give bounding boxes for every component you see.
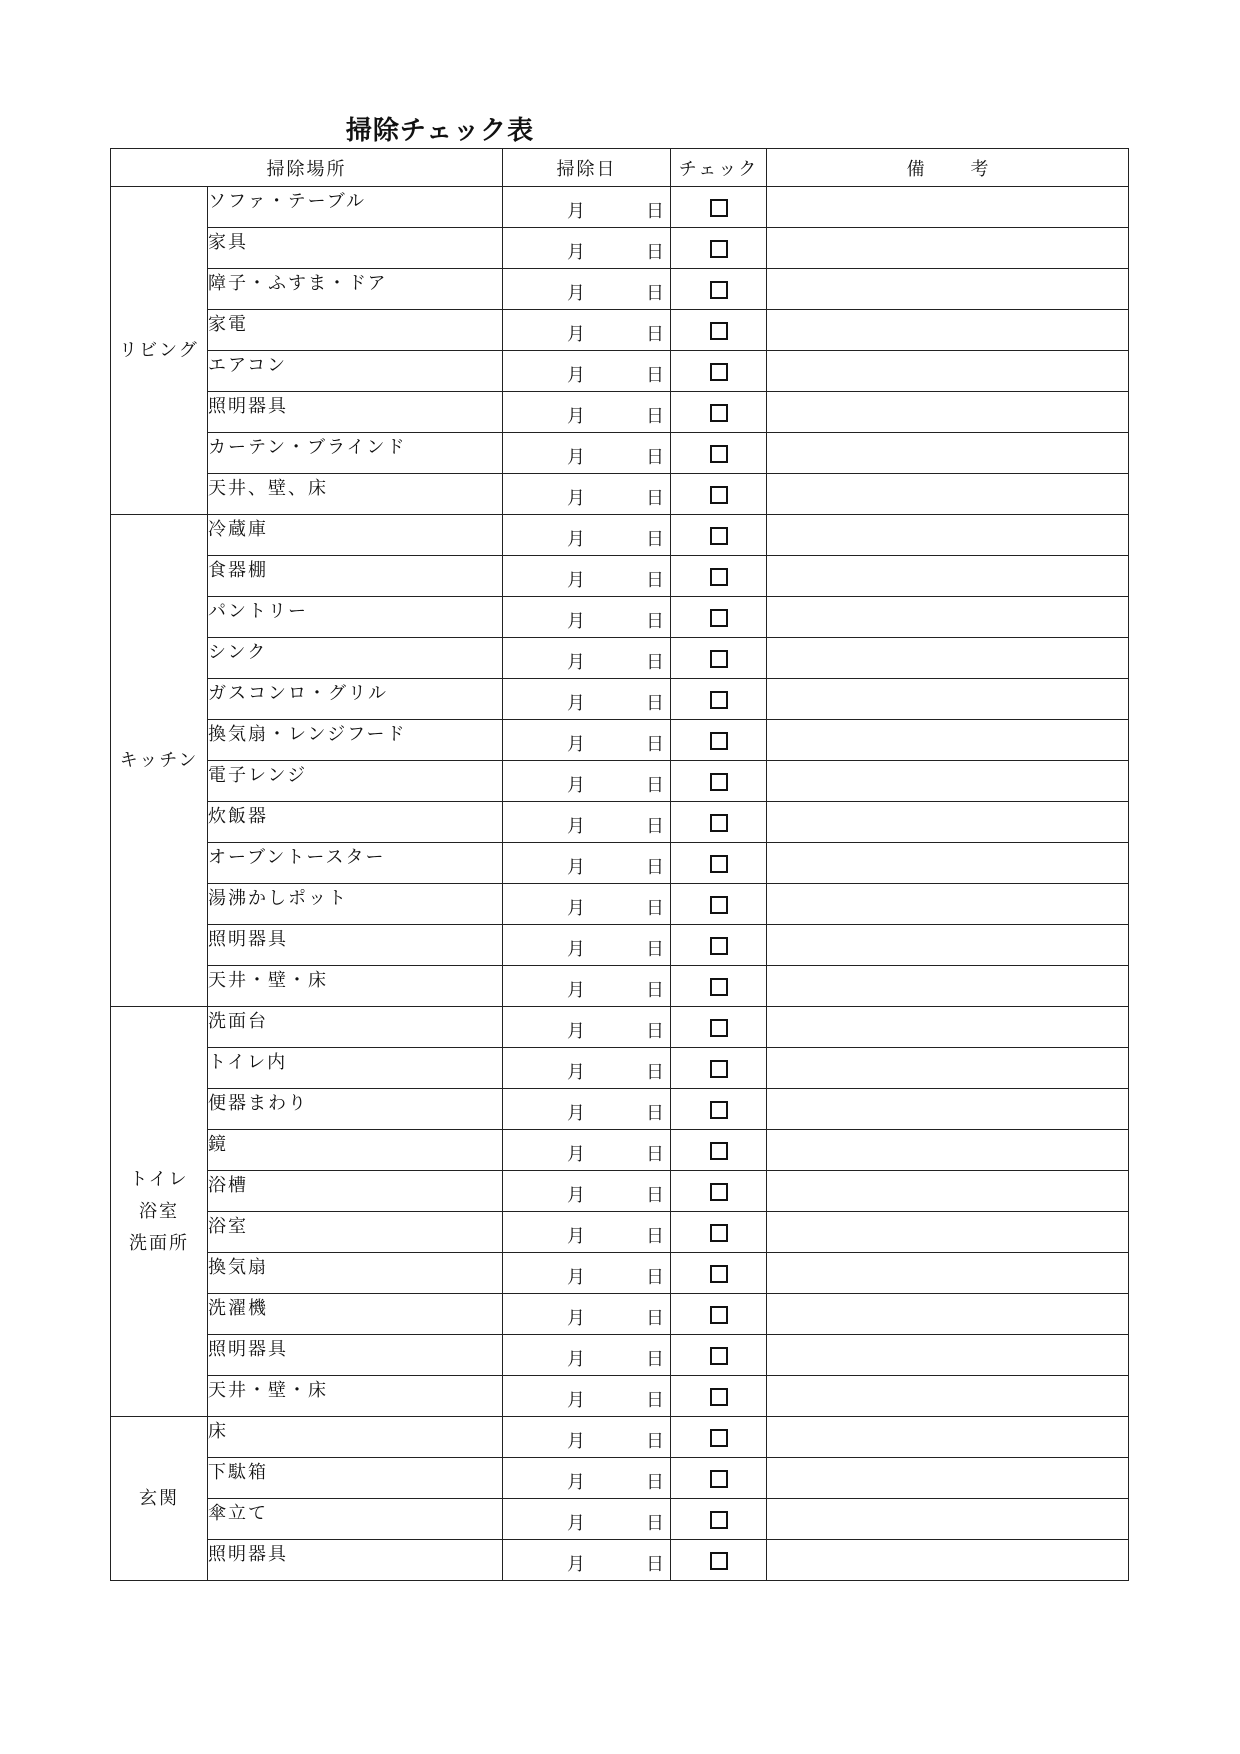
date-field[interactable] bbox=[503, 802, 671, 843]
date-field[interactable] bbox=[503, 1294, 671, 1335]
day-label: 日 bbox=[646, 611, 664, 632]
check-cell bbox=[671, 1048, 767, 1089]
table-row bbox=[111, 474, 1129, 515]
table-row bbox=[111, 1130, 1129, 1171]
cleaning-place: 障子・ふすま・ドア bbox=[208, 269, 503, 310]
remarks-field[interactable] bbox=[767, 310, 1129, 351]
checkbox[interactable] bbox=[710, 486, 728, 504]
table-row bbox=[111, 1458, 1129, 1499]
table-row bbox=[111, 802, 1129, 843]
table-row bbox=[111, 556, 1129, 597]
table-row bbox=[111, 1212, 1129, 1253]
date-field[interactable] bbox=[503, 1376, 671, 1417]
check-cell bbox=[671, 884, 767, 925]
date-field[interactable] bbox=[503, 843, 671, 884]
table-row bbox=[111, 1048, 1129, 1089]
remarks-field[interactable] bbox=[767, 1171, 1129, 1212]
day-label: 日 bbox=[646, 1021, 664, 1042]
date-field[interactable] bbox=[503, 720, 671, 761]
month-label: 月 bbox=[567, 1267, 585, 1288]
check-cell bbox=[671, 228, 767, 269]
cleaning-place: 炊飯器 bbox=[208, 802, 503, 843]
month-label: 月 bbox=[567, 283, 585, 304]
date-field[interactable] bbox=[503, 556, 671, 597]
checkbox[interactable] bbox=[710, 896, 728, 914]
table-row bbox=[111, 515, 1129, 556]
month-label: 月 bbox=[567, 611, 585, 632]
check-cell bbox=[671, 187, 767, 228]
month-label: 月 bbox=[567, 1021, 585, 1042]
checkbox[interactable] bbox=[710, 322, 728, 340]
checkbox[interactable] bbox=[710, 609, 728, 627]
month-label: 月 bbox=[567, 201, 585, 222]
checkbox[interactable] bbox=[710, 1265, 728, 1283]
remarks-field[interactable] bbox=[767, 1335, 1129, 1376]
remarks-field[interactable] bbox=[767, 1007, 1129, 1048]
remarks-field[interactable] bbox=[767, 925, 1129, 966]
table-row bbox=[111, 351, 1129, 392]
date-field[interactable] bbox=[503, 966, 671, 1007]
date-field[interactable] bbox=[503, 1130, 671, 1171]
day-label: 日 bbox=[646, 447, 664, 468]
day-label: 日 bbox=[646, 980, 664, 1001]
date-field[interactable] bbox=[503, 597, 671, 638]
table-row bbox=[111, 720, 1129, 761]
header-date: 掃除日 bbox=[503, 149, 671, 187]
cleaning-place: 天井、壁、床 bbox=[208, 474, 503, 515]
month-label: 月 bbox=[567, 1513, 585, 1534]
checkbox[interactable] bbox=[710, 1019, 728, 1037]
table-row bbox=[111, 1253, 1129, 1294]
remarks-field[interactable] bbox=[767, 1253, 1129, 1294]
section-label-line: リビング bbox=[119, 339, 199, 361]
date-field[interactable] bbox=[503, 1253, 671, 1294]
day-label: 日 bbox=[646, 1103, 664, 1124]
table-body bbox=[111, 187, 1129, 1581]
month-label: 月 bbox=[567, 324, 585, 345]
table-header-row bbox=[111, 149, 1129, 187]
checkbox[interactable] bbox=[710, 1183, 728, 1201]
check-cell bbox=[671, 966, 767, 1007]
month-label: 月 bbox=[567, 734, 585, 755]
check-cell bbox=[671, 597, 767, 638]
cleaning-place: 照明器具 bbox=[208, 1540, 503, 1581]
day-label: 日 bbox=[646, 1472, 664, 1493]
day-label: 日 bbox=[646, 488, 664, 509]
remarks-field[interactable] bbox=[767, 1294, 1129, 1335]
day-label: 日 bbox=[646, 1390, 664, 1411]
table-row bbox=[111, 187, 1129, 228]
remarks-field[interactable] bbox=[767, 597, 1129, 638]
day-label: 日 bbox=[646, 1267, 664, 1288]
cleaning-place: 天井・壁・床 bbox=[208, 966, 503, 1007]
remarks-field[interactable] bbox=[767, 1499, 1129, 1540]
checkbox[interactable] bbox=[710, 650, 728, 668]
check-cell bbox=[671, 1007, 767, 1048]
date-field[interactable] bbox=[503, 1458, 671, 1499]
check-cell bbox=[671, 1417, 767, 1458]
checkbox[interactable] bbox=[710, 363, 728, 381]
day-label: 日 bbox=[646, 529, 664, 550]
check-cell bbox=[671, 474, 767, 515]
header-place: 掃除場所 bbox=[111, 149, 503, 187]
day-label: 日 bbox=[646, 898, 664, 919]
cleaning-place: 食器棚 bbox=[208, 556, 503, 597]
cleaning-place: 洗濯機 bbox=[208, 1294, 503, 1335]
checkbox[interactable] bbox=[710, 281, 728, 299]
remarks-field[interactable] bbox=[767, 228, 1129, 269]
checkbox[interactable] bbox=[710, 445, 728, 463]
checkbox[interactable] bbox=[710, 855, 728, 873]
cleaning-place: オーブントースター bbox=[208, 843, 503, 884]
table-row bbox=[111, 966, 1129, 1007]
remarks-field[interactable] bbox=[767, 351, 1129, 392]
remarks-field[interactable] bbox=[767, 1540, 1129, 1581]
date-field[interactable] bbox=[503, 1089, 671, 1130]
check-cell bbox=[671, 638, 767, 679]
checkbox[interactable] bbox=[710, 568, 728, 586]
month-label: 月 bbox=[567, 775, 585, 796]
day-label: 日 bbox=[646, 324, 664, 345]
cleaning-place: 浴槽 bbox=[208, 1171, 503, 1212]
cleaning-check-table bbox=[110, 148, 1129, 1581]
cleaning-place: 便器まわり bbox=[208, 1089, 503, 1130]
cleaning-place: 鏡 bbox=[208, 1130, 503, 1171]
remarks-field[interactable] bbox=[767, 966, 1129, 1007]
check-cell bbox=[671, 802, 767, 843]
cleaning-place: カーテン・ブラインド bbox=[208, 433, 503, 474]
table-row bbox=[111, 1089, 1129, 1130]
day-label: 日 bbox=[646, 406, 664, 427]
cleaning-place: 換気扇 bbox=[208, 1253, 503, 1294]
check-cell bbox=[671, 1458, 767, 1499]
month-label: 月 bbox=[567, 857, 585, 878]
check-cell bbox=[671, 515, 767, 556]
date-field[interactable] bbox=[503, 1048, 671, 1089]
table-row bbox=[111, 1171, 1129, 1212]
cleaning-place: 湯沸かしポット bbox=[208, 884, 503, 925]
date-field[interactable] bbox=[503, 1540, 671, 1581]
checkbox[interactable] bbox=[710, 1060, 728, 1078]
cleaning-place: 照明器具 bbox=[208, 1335, 503, 1376]
month-label: 月 bbox=[567, 1226, 585, 1247]
checkbox[interactable] bbox=[710, 1470, 728, 1488]
checkbox[interactable] bbox=[710, 978, 728, 996]
cleaning-place: 下駄箱 bbox=[208, 1458, 503, 1499]
remarks-field[interactable] bbox=[767, 269, 1129, 310]
day-label: 日 bbox=[646, 652, 664, 673]
month-label: 月 bbox=[567, 1554, 585, 1575]
check-cell bbox=[671, 1499, 767, 1540]
table-row bbox=[111, 433, 1129, 474]
day-label: 日 bbox=[646, 693, 664, 714]
remarks-field[interactable] bbox=[767, 392, 1129, 433]
date-field[interactable] bbox=[503, 1335, 671, 1376]
month-label: 月 bbox=[567, 816, 585, 837]
remarks-field[interactable] bbox=[767, 638, 1129, 679]
checkbox[interactable] bbox=[710, 240, 728, 258]
section-label-line: 浴室 bbox=[139, 1200, 179, 1222]
check-cell bbox=[671, 1171, 767, 1212]
day-label: 日 bbox=[646, 1431, 664, 1452]
cleaning-place: エアコン bbox=[208, 351, 503, 392]
date-field[interactable] bbox=[503, 679, 671, 720]
month-label: 月 bbox=[567, 1390, 585, 1411]
day-label: 日 bbox=[646, 857, 664, 878]
checkbox[interactable] bbox=[710, 1388, 728, 1406]
day-label: 日 bbox=[646, 365, 664, 386]
section-label-line: キッチン bbox=[119, 749, 199, 771]
cleaning-place: 浴室 bbox=[208, 1212, 503, 1253]
remarks-field[interactable] bbox=[767, 187, 1129, 228]
day-label: 日 bbox=[646, 1226, 664, 1247]
remarks-field[interactable] bbox=[767, 1212, 1129, 1253]
check-cell bbox=[671, 351, 767, 392]
date-field[interactable] bbox=[503, 228, 671, 269]
remarks-field[interactable] bbox=[767, 884, 1129, 925]
table-row bbox=[111, 1540, 1129, 1581]
day-label: 日 bbox=[646, 734, 664, 755]
checkbox[interactable] bbox=[710, 732, 728, 750]
checkbox[interactable] bbox=[710, 1511, 728, 1529]
table-row bbox=[111, 1007, 1129, 1048]
checkbox[interactable] bbox=[710, 1552, 728, 1570]
day-label: 日 bbox=[646, 1554, 664, 1575]
date-field[interactable] bbox=[503, 310, 671, 351]
page-title: 掃除チェック表 bbox=[345, 116, 535, 146]
cleaning-place: ソファ・テーブル bbox=[208, 187, 503, 228]
date-field[interactable] bbox=[503, 269, 671, 310]
day-label: 日 bbox=[646, 201, 664, 222]
table-row bbox=[111, 1376, 1129, 1417]
remarks-field[interactable] bbox=[767, 679, 1129, 720]
date-field[interactable] bbox=[503, 515, 671, 556]
day-label: 日 bbox=[646, 1185, 664, 1206]
month-label: 月 bbox=[567, 898, 585, 919]
remarks-field[interactable] bbox=[767, 1458, 1129, 1499]
date-field[interactable] bbox=[503, 1212, 671, 1253]
check-cell bbox=[671, 310, 767, 351]
date-field[interactable] bbox=[503, 351, 671, 392]
section-label bbox=[111, 1007, 208, 1417]
table-row bbox=[111, 638, 1129, 679]
check-cell bbox=[671, 679, 767, 720]
table-row bbox=[111, 679, 1129, 720]
check-cell bbox=[671, 1376, 767, 1417]
month-label: 月 bbox=[567, 1349, 585, 1370]
day-label: 日 bbox=[646, 1513, 664, 1534]
day-label: 日 bbox=[646, 1349, 664, 1370]
month-label: 月 bbox=[567, 570, 585, 591]
checkbox[interactable] bbox=[710, 1429, 728, 1447]
cleaning-place: パントリー bbox=[208, 597, 503, 638]
remarks-field[interactable] bbox=[767, 1089, 1129, 1130]
check-cell bbox=[671, 1335, 767, 1376]
remarks-field[interactable] bbox=[767, 474, 1129, 515]
check-cell bbox=[671, 1253, 767, 1294]
day-label: 日 bbox=[646, 1308, 664, 1329]
section-label-line: 洗面所 bbox=[129, 1232, 189, 1254]
section-label-line: トイレ bbox=[129, 1168, 189, 1190]
month-label: 月 bbox=[567, 652, 585, 673]
date-field[interactable] bbox=[503, 1171, 671, 1212]
remarks-field[interactable] bbox=[767, 1376, 1129, 1417]
checkbox[interactable] bbox=[710, 773, 728, 791]
check-cell bbox=[671, 1294, 767, 1335]
check-cell bbox=[671, 1212, 767, 1253]
day-label: 日 bbox=[646, 570, 664, 591]
month-label: 月 bbox=[567, 447, 585, 468]
date-field[interactable] bbox=[503, 187, 671, 228]
header-check: チェック bbox=[671, 149, 767, 187]
month-label: 月 bbox=[567, 693, 585, 714]
section-label bbox=[111, 515, 208, 1007]
month-label: 月 bbox=[567, 1185, 585, 1206]
checkbox[interactable] bbox=[710, 404, 728, 422]
month-label: 月 bbox=[567, 529, 585, 550]
date-field[interactable] bbox=[503, 761, 671, 802]
table-row bbox=[111, 392, 1129, 433]
cleaning-place: シンク bbox=[208, 638, 503, 679]
checkbox[interactable] bbox=[710, 937, 728, 955]
check-cell bbox=[671, 1089, 767, 1130]
section-label bbox=[111, 187, 208, 515]
checkbox[interactable] bbox=[710, 1142, 728, 1160]
check-cell bbox=[671, 392, 767, 433]
remarks-field[interactable] bbox=[767, 433, 1129, 474]
date-field[interactable] bbox=[503, 392, 671, 433]
cleaning-place: 換気扇・レンジフード bbox=[208, 720, 503, 761]
month-label: 月 bbox=[567, 1472, 585, 1493]
month-label: 月 bbox=[567, 365, 585, 386]
check-cell bbox=[671, 1540, 767, 1581]
table-row bbox=[111, 310, 1129, 351]
day-label: 日 bbox=[646, 939, 664, 960]
table-row bbox=[111, 1294, 1129, 1335]
check-cell bbox=[671, 556, 767, 597]
cleaning-place: 照明器具 bbox=[208, 925, 503, 966]
remarks-field[interactable] bbox=[767, 515, 1129, 556]
check-cell bbox=[671, 1130, 767, 1171]
cleaning-place: 家電 bbox=[208, 310, 503, 351]
date-field[interactable] bbox=[503, 884, 671, 925]
check-cell bbox=[671, 720, 767, 761]
day-label: 日 bbox=[646, 283, 664, 304]
section-label-line: 玄関 bbox=[139, 1487, 179, 1509]
day-label: 日 bbox=[646, 775, 664, 796]
checkbox[interactable] bbox=[710, 1347, 728, 1365]
section-label bbox=[111, 1417, 208, 1581]
checkbox[interactable] bbox=[710, 527, 728, 545]
checkbox[interactable] bbox=[710, 814, 728, 832]
date-field[interactable] bbox=[503, 638, 671, 679]
remarks-field[interactable] bbox=[767, 720, 1129, 761]
table-row bbox=[111, 1417, 1129, 1458]
remarks-field[interactable] bbox=[767, 761, 1129, 802]
day-label: 日 bbox=[646, 1062, 664, 1083]
month-label: 月 bbox=[567, 1062, 585, 1083]
table-row bbox=[111, 228, 1129, 269]
remarks-field[interactable] bbox=[767, 1048, 1129, 1089]
cleaning-place: ガスコンロ・グリル bbox=[208, 679, 503, 720]
check-cell bbox=[671, 761, 767, 802]
checkbox[interactable] bbox=[710, 1224, 728, 1242]
table-row bbox=[111, 843, 1129, 884]
table-row bbox=[111, 1499, 1129, 1540]
cleaning-place: 天井・壁・床 bbox=[208, 1376, 503, 1417]
date-field[interactable] bbox=[503, 1499, 671, 1540]
month-label: 月 bbox=[567, 980, 585, 1001]
table-row bbox=[111, 597, 1129, 638]
day-label: 日 bbox=[646, 242, 664, 263]
month-label: 月 bbox=[567, 939, 585, 960]
cleaning-place: トイレ内 bbox=[208, 1048, 503, 1089]
cleaning-place: 家具 bbox=[208, 228, 503, 269]
month-label: 月 bbox=[567, 1103, 585, 1124]
month-label: 月 bbox=[567, 1144, 585, 1165]
month-label: 月 bbox=[567, 242, 585, 263]
table-row bbox=[111, 1335, 1129, 1376]
check-cell bbox=[671, 433, 767, 474]
cleaning-place: 床 bbox=[208, 1417, 503, 1458]
cleaning-place: 洗面台 bbox=[208, 1007, 503, 1048]
date-field[interactable] bbox=[503, 433, 671, 474]
month-label: 月 bbox=[567, 406, 585, 427]
table-row bbox=[111, 884, 1129, 925]
date-field[interactable] bbox=[503, 1007, 671, 1048]
checkbox[interactable] bbox=[710, 691, 728, 709]
day-label: 日 bbox=[646, 816, 664, 837]
remarks-field[interactable] bbox=[767, 1417, 1129, 1458]
day-label: 日 bbox=[646, 1144, 664, 1165]
check-cell bbox=[671, 843, 767, 884]
table-row bbox=[111, 269, 1129, 310]
table-row bbox=[111, 925, 1129, 966]
check-cell bbox=[671, 925, 767, 966]
cleaning-place: 傘立て bbox=[208, 1499, 503, 1540]
table-row bbox=[111, 761, 1129, 802]
header-remarks: 備 考 bbox=[767, 149, 1129, 187]
month-label: 月 bbox=[567, 488, 585, 509]
check-cell bbox=[671, 269, 767, 310]
cleaning-place: 照明器具 bbox=[208, 392, 503, 433]
cleaning-place: 電子レンジ bbox=[208, 761, 503, 802]
month-label: 月 bbox=[567, 1308, 585, 1329]
date-field[interactable] bbox=[503, 474, 671, 515]
remarks-field[interactable] bbox=[767, 556, 1129, 597]
date-field[interactable] bbox=[503, 925, 671, 966]
checkbox[interactable] bbox=[710, 1101, 728, 1119]
date-field[interactable] bbox=[503, 1417, 671, 1458]
checkbox[interactable] bbox=[710, 199, 728, 217]
cleaning-place: 冷蔵庫 bbox=[208, 515, 503, 556]
month-label: 月 bbox=[567, 1431, 585, 1452]
remarks-field[interactable] bbox=[767, 802, 1129, 843]
remarks-field[interactable] bbox=[767, 1130, 1129, 1171]
checkbox[interactable] bbox=[710, 1306, 728, 1324]
remarks-field[interactable] bbox=[767, 843, 1129, 884]
